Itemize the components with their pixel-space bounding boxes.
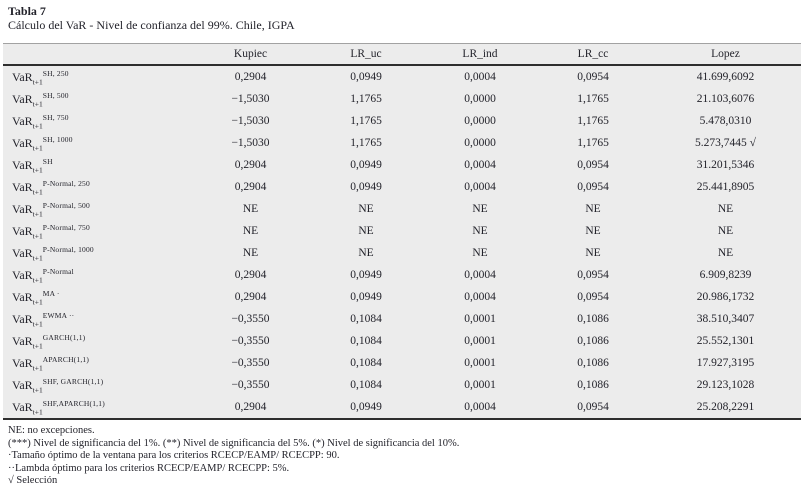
footnote-line: √ Selección [8,475,58,487]
cell-lr_ind: NE [472,247,488,259]
cell-lr_uc: 0,0949 [350,291,382,303]
table-row [3,374,801,396]
row-label: VaR$_{t+1}^{P-Normal, 250}$ [12,178,90,196]
cell-lr_uc: 0,1084 [350,313,382,325]
table-row [3,65,801,88]
cell-lr_uc: 0,1084 [350,357,382,369]
cell-lr_cc: 0,1086 [577,335,609,347]
column-header-label [3,44,193,66]
table-caption [3,4,801,32]
cell-lopez: 17.927,3195 [696,357,755,369]
cell-lr_ind: 0,0004 [464,159,496,171]
row-label: VaR$_{t+1}^{P-Normal}$ [12,266,74,284]
cell-lr_ind: 0,0004 [464,291,496,303]
cell-lr_cc: 0,1086 [577,313,609,325]
column-header-lr-ind: LR_ind [424,44,536,66]
row-label: VaR$_{t+1}^{SH, 750}$ [12,112,69,130]
cell-lopez: 20.986,1732 [696,291,755,303]
cell-lr_uc: 1,1765 [350,115,382,127]
column-header-kupiec: Kupiec [193,44,308,66]
row-label: VaR$_{t+1}^{SH, 500}$ [12,90,69,108]
cell-lr_ind: 0,0001 [464,379,496,391]
cell-lr_ind: 0,0001 [464,357,496,369]
table-row [3,110,801,132]
cell-lr_uc: 0,0949 [350,71,382,83]
cell-lr_uc: 1,1765 [350,93,382,105]
cell-lr_cc: 0,1086 [577,357,609,369]
cell-lopez: NE [717,225,734,237]
cell-lopez: 25.552,1301 [696,335,755,347]
table-row [3,286,801,308]
cell-lr_ind: 0,0001 [464,335,496,347]
row-label: VaR$_{t+1}^{APARCH(1,1)}$ [12,354,90,372]
footnote-line: (***) Nivel de significancia del 1%. (**) Nivel de significancia del 5%. (*) Nivel de significancia del 10%. [8,437,460,449]
cell-kupiec: NE [242,203,259,215]
cell-lopez: 6.909,8239 [699,269,752,281]
table-body [3,65,801,419]
cell-kupiec: −0,3550 [231,335,270,347]
table-row [3,176,801,198]
var-results-table [3,43,801,420]
table-caption-text: Cálculo del VaR - Nivel de confianza del 99%. Chile, IGPA [8,18,295,32]
cell-lr_cc: 0,1086 [577,379,609,391]
cell-lr_cc: 0,0954 [577,401,609,413]
cell-kupiec: −1,5030 [231,93,270,105]
cell-kupiec: 0,2904 [234,181,267,193]
cell-kupiec: −0,3550 [231,313,270,325]
cell-kupiec: −0,3550 [231,357,270,369]
cell-lr_uc: NE [358,247,374,259]
cell-kupiec: −1,5030 [231,115,270,127]
column-header-lr-uc: LR_uc [308,44,424,66]
table-header [3,44,801,66]
table-row [3,330,801,352]
row-label: VaR$_{t+1}^{P-Normal, 1000}$ [12,244,94,262]
row-label: VaR$_{t+1}^{EWMA \cdot\cdot}$ [12,310,75,328]
row-label: VaR$_{t+1}^{GARCH(1,1)}$ [12,332,86,350]
cell-lr_cc: 0,0954 [577,71,609,83]
cell-kupiec: NE [242,225,259,237]
cell-lr_ind: 0,0004 [464,181,496,193]
cell-lr_ind: 0,0000 [464,115,496,127]
cell-lr_uc: 0,0949 [350,159,382,171]
cell-kupiec: 0,2904 [234,401,267,413]
cell-lr_ind: 0,0004 [464,401,496,413]
header-row [3,44,801,66]
cell-kupiec: 0,2904 [234,71,267,83]
cell-kupiec: NE [242,247,259,259]
footnote-line: ·Tamaño óptimo de la ventana para los criterios RCECP/EAMP/ RCECPP: 90. [8,450,340,462]
cell-kupiec: 0,2904 [234,291,267,303]
table-row [3,396,801,419]
table-row [3,154,801,176]
cell-lr_cc: 1,1765 [577,137,609,149]
cell-lr_cc: 1,1765 [577,115,609,127]
cell-lr_ind: NE [472,203,488,215]
cell-kupiec: −0,3550 [231,379,270,391]
cell-lopez: 38.510,3407 [696,313,755,325]
cell-lr_uc: 0,0949 [350,269,382,281]
cell-lopez: 41.699,6092 [696,71,755,83]
row-label: VaR$_{t+1}^{SH, 1000}$ [12,134,73,152]
table-row [3,220,801,242]
cell-lr_ind: 0,0000 [464,137,496,149]
footnote-line: ··Lambda óptimo para los criterios RCECP/EAMP/ RCECPP: 5%. [8,462,290,474]
cell-lr_uc: 0,1084 [350,379,382,391]
cell-lr_cc: 0,0954 [577,269,609,281]
footnote-line: NE: no excepciones. [8,425,95,436]
cell-lr_ind: 0,0001 [464,313,496,325]
cell-lopez: 31.201,5346 [696,159,755,171]
cell-kupiec: 0,2904 [234,159,267,171]
cell-lr_uc: 1,1765 [350,137,382,149]
cell-lopez: 29.123,1028 [696,379,755,391]
table-row [3,352,801,374]
cell-kupiec: −1,5030 [231,137,270,149]
footnotes [3,420,801,488]
cell-lr_cc: NE [585,247,601,259]
cell-lopez: NE [717,247,734,259]
cell-kupiec: 0,2904 [234,269,267,281]
row-label: VaR$_{t+1}^{P-Normal, 500}$ [12,200,90,218]
row-label: VaR$_{t+1}^{SH, 250}$ [12,68,69,86]
cell-lr_uc: 0,0949 [350,181,382,193]
cell-lr_cc: NE [585,225,601,237]
table-row [3,242,801,264]
cell-lr_ind: 0,0004 [464,71,496,83]
row-label: VaR$_{t+1}^{SH}$ [12,156,53,174]
cell-lopez: 25.441,8905 [696,181,755,193]
cell-lr_uc: 0,0949 [350,401,382,413]
cell-lr_ind: 0,0000 [464,93,496,105]
cell-lopez: 5.273,7445 √ [695,137,756,149]
cell-lr_ind: NE [472,225,488,237]
row-label: VaR$_{t+1}^{MA \cdot}$ [12,288,60,306]
table-row [3,264,801,286]
cell-lr_cc: 0,0954 [577,181,609,193]
row-label: VaR$_{t+1}^{SHF, GARCH(1,1)}$ [12,376,104,394]
cell-lr_uc: 0,1084 [350,335,382,347]
row-label: VaR$_{t+1}^{SHF,APARCH(1,1)}$ [12,398,105,416]
cell-lr_cc: NE [585,203,601,215]
cell-lr_ind: 0,0004 [464,269,496,281]
cell-lr_uc: NE [358,225,374,237]
cell-lopez: 25.208,2291 [696,401,755,413]
table-row [3,308,801,330]
cell-lr_cc: 1,1765 [577,93,609,105]
cell-lopez: NE [717,203,734,215]
table-row [3,132,801,154]
cell-lr_uc: NE [358,203,374,215]
cell-lopez: 5.478,0310 [699,115,752,127]
cell-lr_cc: 0,0954 [577,291,609,303]
table-row [3,198,801,220]
table-caption-label: Tabla 7 [8,4,46,18]
table-row [3,88,801,110]
column-header-lr-cc: LR_cc [536,44,650,66]
cell-lopez: 21.103,6076 [696,93,755,105]
column-header-lopez: Lopez [650,44,801,66]
row-label: VaR$_{t+1}^{P-Normal, 750}$ [12,222,90,240]
cell-lr_cc: 0,0954 [577,159,609,171]
